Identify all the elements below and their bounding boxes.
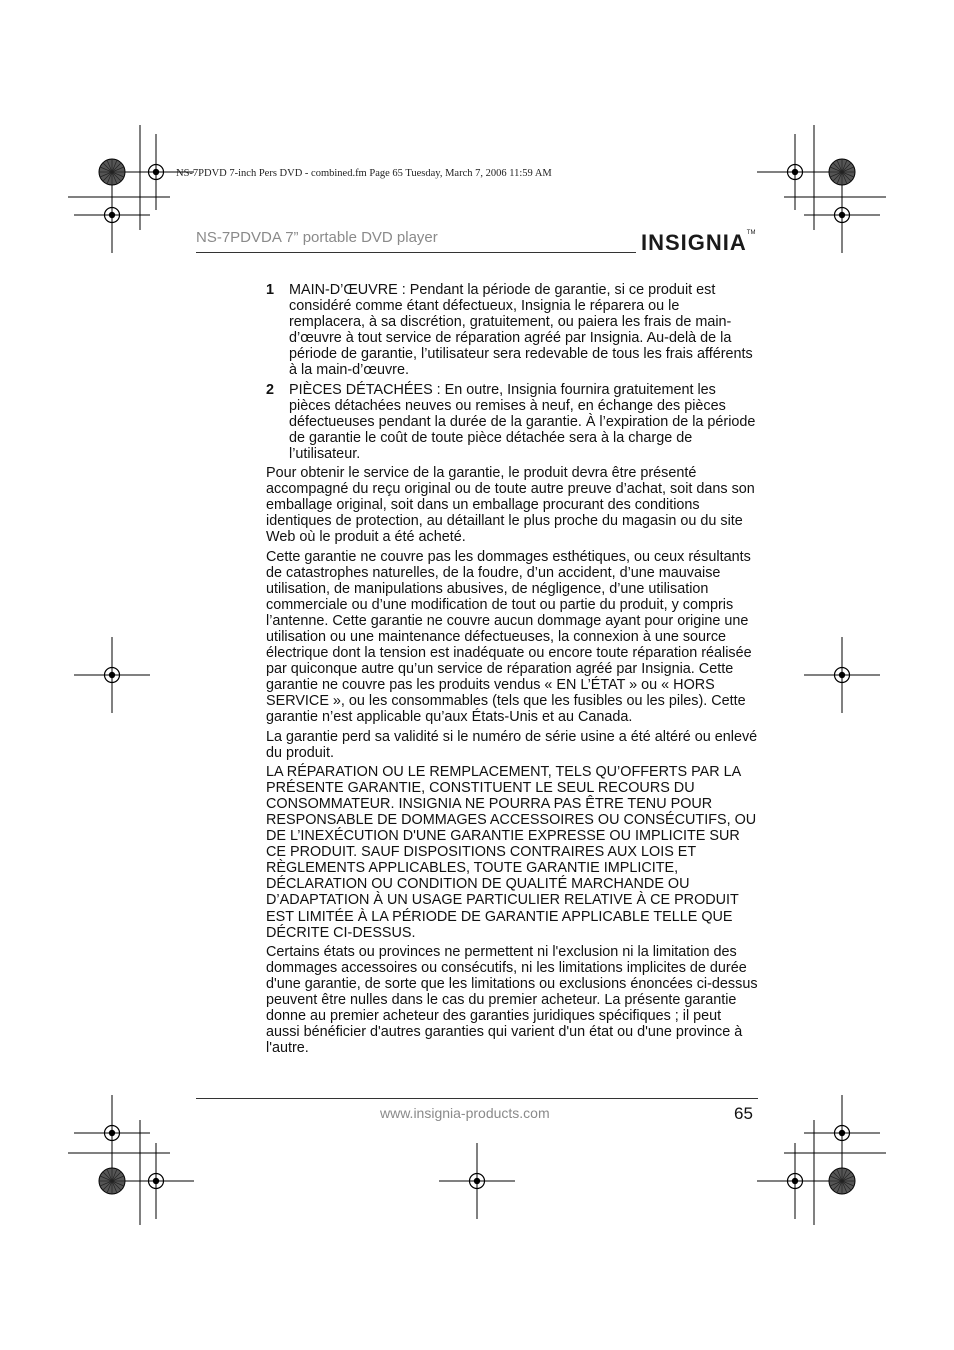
list-item-text: PIÈCES DÉTACHÉES : En outre, Insignia fournira gratuitement les pièces détachées neuves ou remises à neuf, en échange des pièces défectueuses pendant la durée de la garantie. À l’expiration de la période de garantie le coût de toute pièce détachée sera à la charge de l’utilisateur. bbox=[289, 381, 756, 462]
footer-divider bbox=[196, 1098, 758, 1099]
list-item-labor bbox=[266, 282, 758, 379]
paragraph-jurisdiction: Certains états ou provinces ne permettent ni l'exclusion ni la limitation des dommages accessoires ou consécutifs, ni les limitations implicites de durée d'une garantie, de sorte que les limitations ou exclusions énoncées ci-dessus peuvent être nulles dans le cas du premier acheteur. La présente garantie donne au premier acheteur des garanties juridiques spécifiques ; il peut aussi bénéficier d'autres garanties qui varient d'un état ou d'une province à l'autre. bbox=[266, 943, 758, 1057]
paragraph-service: Pour obtenir le service de la garantie, le produit devra être présenté accompagné du reçu original ou de toute autre preuve d’achat, soit dans son emballage original, soit dans un emballage procurant des conditions identiques de protection, au détaillant le plus proche du magasin ou du site Web où le produit a été acheté. bbox=[266, 465, 755, 546]
list-item-text: MAIN-D’ŒUVRE : Pendant la période de garantie, si ce produit est considéré comme étant défectueux, Insignia le réparera ou le remplacera, à sa discrétion, gratuitement, ou paiera les frais de main-d’œuvre à tout service de réparation agréé par Insignia. Au-delà de la période de garantie, l’utilisateur sera redevable de tous les frais afférents à la main-d’œuvre. bbox=[289, 282, 753, 379]
list-item-number: 2 bbox=[266, 381, 275, 398]
paragraph-exclusions: Cette garantie ne couvre pas les dommages esthétiques, ou ceux résultants de catastrophes naturelles, de la foudre, d’un accident, d’une mauvaise utilisation, de manipulations abusives, de négligence, d’une utilisation commerciale ou d’une modification de tout ou partie du produit, y compris l’antenne. Cette garantie ne couvre aucun dommage ayant pour origine une utilisation ou une maintenance défectueuses, la connexion à une source électrique dont la tension est inadéquate ou encore toute réparation réalisée par quiconque autre qu’un service de réparation agréé par Insignia. Cette garantie ne couvre pas les produits vendus « EN L’ÉTAT » ou « HORS SERVICE », ou les consommables (tels que les fusibles ou les piles). Cette garantie n’est applicable qu’aux États-Unis et au Canada. bbox=[266, 548, 752, 726]
logo-text: INSIGNIA bbox=[641, 230, 747, 255]
file-info-slug: NS-7PDVD 7-inch Pers DVD - combined.fm Page 65 Tuesday, March 7, 2006 11:59 AM bbox=[176, 168, 552, 179]
list-item-parts bbox=[266, 382, 758, 462]
page-number: 65 bbox=[734, 1104, 753, 1123]
warranty-body bbox=[266, 282, 758, 1059]
page-header-title: NS-7PDVDA 7” portable DVD player bbox=[196, 229, 438, 246]
list-item-number: 1 bbox=[266, 282, 275, 298]
brand-logo bbox=[641, 230, 755, 256]
header-divider bbox=[196, 252, 636, 253]
paragraph-serial-number: La garantie perd sa validité si le numéro de série usine a été altéré ou enlevé du produit. bbox=[266, 728, 758, 761]
footer-website-link[interactable]: www.insignia-products.com bbox=[380, 1105, 550, 1121]
paragraph-liability-disclaimer: LA RÉPARATION OU LE REMPLACEMENT, TELS QU’OFFERTS PAR LA PRÉSENTE GARANTIE, CONSTITUENT LE SEUL RECOURS DU CONSOMMATEUR. INSIGNIA NE POURRA PAS ÊTRE TENU POUR RESPONSABLE DE DOMMAGES ACCESSOIRES OU CONSÉCUTIFS, OU DE L’INEXÉCUTION D'UNE GARANTIE EXPRESSE OU IMPLICITE SUR CE PRODUIT. SAUF DISPOSITIONS CONTRAIRES AUX LOIS ET RÈGLEMENTS APPLICABLES, TOUTE GARANTIE IMPLICITE, DÉCLARATION OU CONDITION DE QUALITÉ MARCHANDE OU D’ADAPTATION À UN USAGE PARTICULIER RELATIVE À CE PRODUIT EST LIMITÉE À LA PÉRIODE DE GARANTIE APPLICABLE TELLE QUE DÉCRITE CI-DESSUS. bbox=[266, 763, 757, 941]
logo-trademark: TM bbox=[746, 230, 756, 236]
